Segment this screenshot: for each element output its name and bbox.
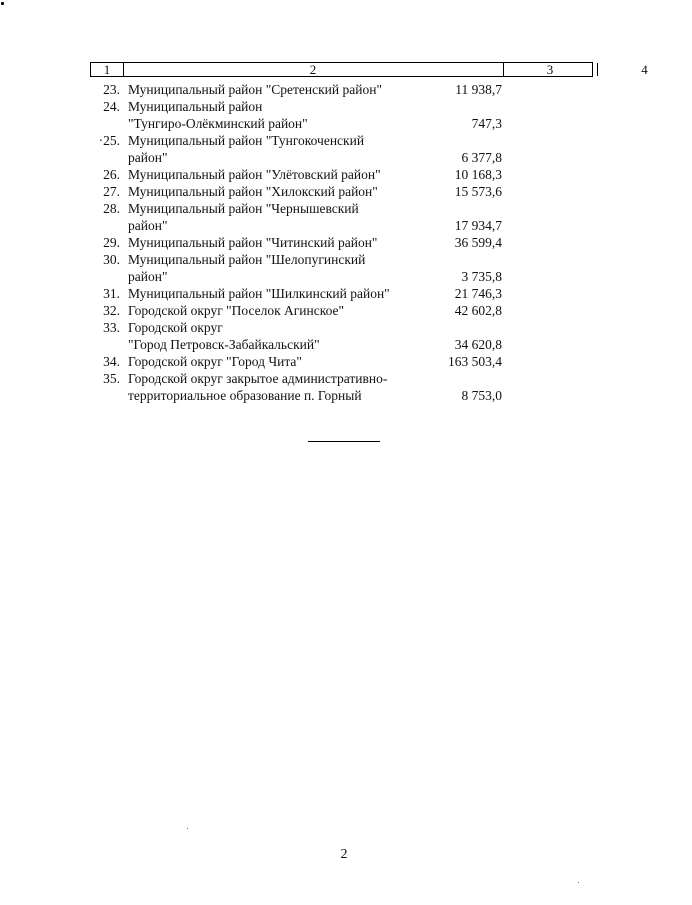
row-number: ·25.	[98, 133, 120, 148]
row-value: 21 746,3	[454, 286, 502, 301]
row-number: 24.	[103, 99, 120, 114]
row-name-line: район"	[128, 269, 168, 284]
row-value: 36 599,4	[454, 235, 502, 250]
row-name-line: "Город Петровск-Забайкальский"	[128, 337, 320, 352]
row-number: 28.	[103, 201, 120, 216]
row-name-line: Муниципальный район "Шилкинский район"	[128, 286, 390, 301]
row-name-line: Муниципальный район "Тунгокоченский	[128, 133, 365, 148]
row-value: 42 602,8	[454, 303, 502, 318]
row-value: 10 168,3	[454, 167, 502, 182]
row-number: 23.	[103, 82, 120, 97]
row-name-line: Городской округ "Город Чита"	[128, 354, 302, 369]
row-value: 8 753,0	[461, 388, 502, 403]
row-number: 35.	[103, 371, 120, 386]
row-name-line: район"	[128, 218, 168, 233]
row-name-line: Муниципальный район "Сретенский район"	[128, 82, 382, 97]
row-name-line: Муниципальный район "Чернышевский	[128, 201, 359, 216]
row-number: 33.	[103, 320, 120, 335]
scan-speck	[1, 2, 4, 5]
row-number: 26.	[103, 167, 120, 182]
row-value: 3 735,8	[461, 269, 502, 284]
row-name-line: Муниципальный район "Читинский район"	[128, 235, 378, 250]
row-name-line: территориальное образование п. Горный	[128, 388, 362, 403]
header-col-2: 2	[123, 63, 504, 76]
row-number: 29.	[103, 235, 120, 250]
end-rule	[308, 441, 380, 442]
row-name-line: "Тунгиро-Олёкминский район"	[128, 116, 308, 131]
row-name-line: район"	[128, 150, 168, 165]
table-header	[90, 62, 648, 77]
row-name-line: Муниципальный район "Хилокский район"	[128, 184, 378, 199]
row-number: 27.	[103, 184, 120, 199]
row-value: 6 377,8	[461, 150, 502, 165]
row-name-line: Городской округ	[128, 320, 223, 335]
row-number: 31.	[103, 286, 120, 301]
row-number: 32.	[103, 303, 120, 318]
row-number: 34.	[103, 354, 120, 369]
scan-speck	[187, 828, 188, 829]
row-number: 30.	[103, 252, 120, 267]
row-value: 747,3	[471, 116, 502, 131]
row-name-line: Муниципальный район "Улётовский район"	[128, 167, 381, 182]
page-number: 2	[340, 847, 348, 862]
scan-speck	[578, 882, 579, 883]
row-value: 17 934,7	[454, 218, 502, 233]
header-col-4: 4	[641, 62, 648, 77]
header-col-3: 3	[503, 63, 598, 76]
row-value: 163 503,4	[448, 354, 502, 369]
row-value: 34 620,8	[454, 337, 502, 352]
header-col-1: 1	[91, 63, 124, 76]
row-value: 11 938,7	[455, 82, 502, 97]
row-name-line: Городской округ закрытое административно-	[128, 371, 388, 386]
row-name-line: Городской округ "Поселок Агинское"	[128, 303, 345, 318]
row-name-line: Муниципальный район	[128, 99, 263, 114]
row-value: 15 573,6	[454, 184, 502, 199]
row-name-line: Муниципальный район "Шелопугинский	[128, 252, 366, 267]
